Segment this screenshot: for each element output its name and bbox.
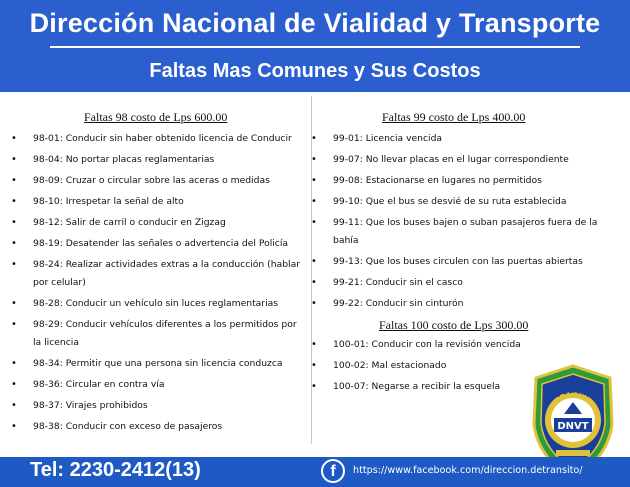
bullet-icon: • [311,154,317,165]
list-item [306,274,606,292]
badge-main-text: DNVT [557,421,589,432]
list-item-text: 100-02: Mal estacionado [333,360,447,371]
bullet-icon: • [311,360,317,371]
list-item [6,151,302,169]
bullet-icon: • [311,381,317,392]
bullet-icon: • [11,175,17,186]
list-item [6,376,302,394]
list-item [306,295,606,313]
list-item [306,357,536,375]
list-item-text: 98-28: Conducir un vehículo sin luces reglamentarias [33,298,279,309]
list-item-text: 99-11: Que los buses bajen o suban pasajeros fuera de la bahía [333,217,598,246]
list-item [306,378,536,396]
list-item-text: 99-08: Estacionarse en lugares no permitidos [333,175,542,186]
faltas-98-heading: Faltas 98 costo de Lps 600.00 [84,110,228,124]
header-banner [0,0,630,92]
list-item-text: 98-29: Conducir vehículos diferentes a los permitidos por la licencia [33,319,297,348]
list-item [6,130,302,148]
list-item-text: 98-37: Virajes prohibidos [33,400,148,411]
faltas-100-list [306,336,536,399]
list-item-text: 99-07: No llevar placas en el lugar correspondiente [333,154,569,165]
list-item-text: 99-21: Conducir sin el casco [333,277,463,288]
bullet-icon: • [311,339,317,350]
facebook-link[interactable]: https://www.facebook.com/direccion.detransito/ [353,465,583,476]
bullet-icon: • [11,238,17,249]
list-item-text: 98-34: Permitir que una persona sin licencia conduzca [33,358,283,369]
list-item-text: 98-10: Irrespetar la señal de alto [33,196,184,207]
list-item-text: 98-19: Desatender las señales o advertencia del Policía [33,238,289,249]
list-item [6,355,302,373]
faltas-100-heading: Faltas 100 costo de Lps 300.00 [379,318,529,332]
bullet-icon: • [311,298,317,309]
bullet-icon: • [311,277,317,288]
bullet-icon: • [11,259,17,270]
list-item [6,316,302,352]
list-item [306,130,606,148]
list-item [306,214,606,250]
list-item [306,193,606,211]
bullet-icon: • [11,400,17,411]
list-item-text: 98-36: Circular en contra vía [33,379,165,390]
list-item [306,151,606,169]
bullet-icon: • [311,196,317,207]
bullet-icon: • [311,217,317,228]
bullet-icon: • [11,421,17,432]
faltas-99-list [306,130,606,316]
list-item-text: 98-38: Conducir con exceso de pasajeros [33,421,223,432]
footer-bar [0,457,630,487]
faltas-98-list [6,130,302,439]
list-item-text: 100-07: Negarse a recibir la esquela [333,381,501,392]
list-item [6,214,302,232]
list-item-text: 98-04: No portar placas reglamentarias [33,154,215,165]
bullet-icon: • [11,358,17,369]
list-item [6,256,302,292]
badge-top-text: POLICIA [555,386,591,400]
bullet-icon: • [11,319,17,330]
bullet-icon: • [11,154,17,165]
list-item [306,253,606,271]
list-item-text: 98-09: Cruzar o circular sobre las aceras o medidas [33,175,270,186]
list-item-text: 99-10: Que el bus se desvié de su ruta establecida [333,196,567,207]
page-title: Dirección Nacional de Vialidad y Transporte [29,8,601,38]
bullet-icon: • [11,298,17,309]
faltas-99-heading: Faltas 99 costo de Lps 400.00 [382,110,526,124]
list-item [6,193,302,211]
bullet-icon: • [11,217,17,228]
list-item-text: 99-22: Conducir sin cinturón [333,298,464,309]
bullet-icon: • [311,133,317,144]
facebook-icon[interactable]: f [321,459,345,483]
list-item [306,172,606,190]
bullet-icon: • [11,196,17,207]
list-item [6,397,302,415]
list-item [6,418,302,436]
list-item-text: 99-01: Licencia vencida [333,133,443,144]
list-item-text: 100-01: Conducir con la revisión vencida [333,339,521,350]
title-underline [50,46,580,48]
list-item [6,295,302,313]
list-item [6,235,302,253]
phone-number[interactable]: Tel: 2230-2412(13) [30,459,201,481]
list-item [306,336,536,354]
bullet-icon: • [311,175,317,186]
list-item-text: 98-24: Realizar actividades extras a la conducción (hablar por celular) [33,259,300,288]
bullet-icon: • [11,133,17,144]
bullet-icon: • [11,379,17,390]
list-item-text: 98-12: Salir de carril o conducir en Zigzag [33,217,226,228]
page-subtitle: Faltas Mas Comunes y Sus Costos [149,60,481,82]
list-item [6,172,302,190]
list-item-text: 99-13: Que los buses circulen con las puertas abiertas [333,256,583,267]
bullet-icon: • [311,256,317,267]
list-item-text: 98-01: Conducir sin haber obtenido licencia de Conducir [33,133,292,144]
